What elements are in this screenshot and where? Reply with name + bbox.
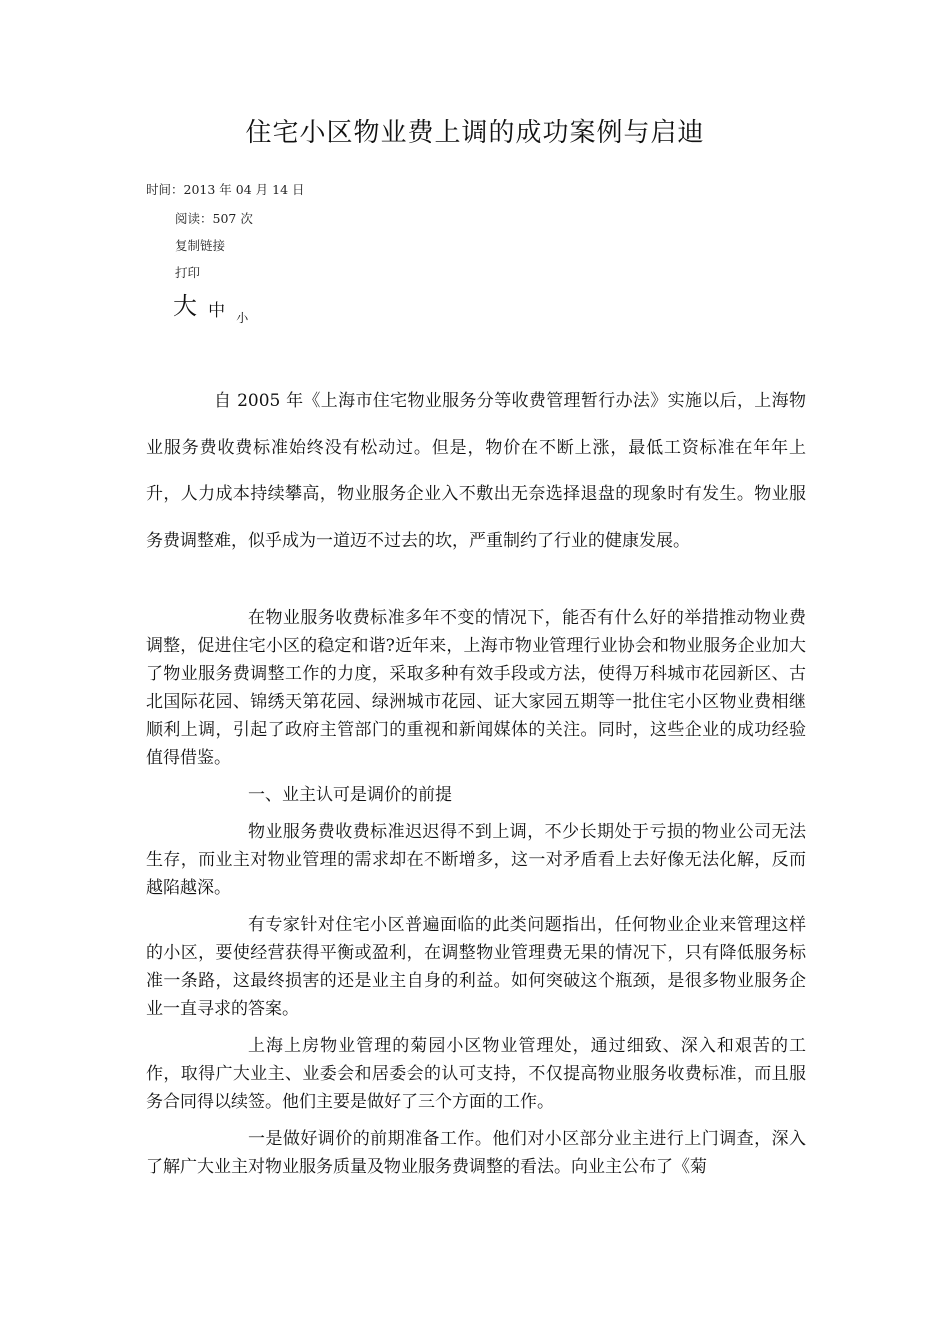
copy-link-button[interactable]: 复制链接 xyxy=(175,238,226,253)
body-paragraph: 一是做好调价的前期准备工作。他们对小区部分业主进行上门调查，深入了解广大业主对物业服务质量及物业服务费调整的看法。向业主公布了《菊 xyxy=(146,1129,806,1177)
body-paragraph: 在物业服务收费标准多年不变的情况下，能否有什么好的举措推动物业费调整，促进住宅小区的稳定和谐?近年来，上海市物业管理行业协会和物业服务企业加大了物业服务费调整工作的力度，采取多种有效手段或方法，使得万科城市花园新区、古北国际花园、锦绣天第花园、绿洲城市花园、证大家园五期等一批住宅小区物业费相继顺利上调，引起了政府主管部门的重视和新闻媒体的关注。同时，这些企业的成功经验值得借鉴。 xyxy=(146,608,806,768)
font-size-large-button[interactable]: 大 xyxy=(173,292,197,320)
body-paragraph: 物业服务费收费标准迟迟得不到上调，不少长期处于亏损的物业公司无法生存，而业主对物业管理的需求却在不断增多，这一对矛盾看上去好像无法化解，反而越陷越深。 xyxy=(146,822,806,898)
body-paragraph: 有专家针对住宅小区普遍面临的此类问题指出，任何物业企业来管理这样的小区，要使经营获得平衡或盈利，在调整物业管理费无果的情况下，只有降低服务标准一条路，这最终损害的还是业主自身的利益。如何突破这个瓶颈，是很多物业服务企业一直寻求的答案。 xyxy=(146,915,806,1019)
section-heading: 一、业主认可是调价的前提 xyxy=(248,785,452,805)
publish-time: 时间：2013 年 04 月 14 日 xyxy=(146,182,305,197)
intro-paragraph: 自 2005 年《上海市住宅物业服务分等收费管理暂行办法》实施以后，上海物业服务费收费标准始终没有松动过。但是，物价在不断上涨，最低工资标准在年年上升，人力成本持续攀高，物业服务企业入不敷出无奈选择退盘的现象时有发生。物业服务费调整难，似乎成为一道迈不过去的坎，严重制约了行业的健康发展。 xyxy=(146,391,806,551)
article-body xyxy=(146,604,806,1190)
read-count: 阅读：507 次 xyxy=(175,211,253,226)
body-paragraph: 上海上房物业管理的菊园小区物业管理处，通过细致、深入和艰苦的工作，取得广大业主、业委会和居委会的认可支持，不仅提高物业服务收费标准，而且服务合同得以续签。他们主要是做好了三个方面的工作。 xyxy=(146,1036,806,1112)
font-size-medium-button[interactable]: 中 xyxy=(208,301,226,321)
print-button[interactable]: 打印 xyxy=(175,265,201,280)
font-size-switcher xyxy=(173,286,249,325)
article-title: 住宅小区物业费上调的成功案例与启迪 xyxy=(245,118,705,148)
font-size-small-button[interactable]: 小 xyxy=(236,311,249,325)
